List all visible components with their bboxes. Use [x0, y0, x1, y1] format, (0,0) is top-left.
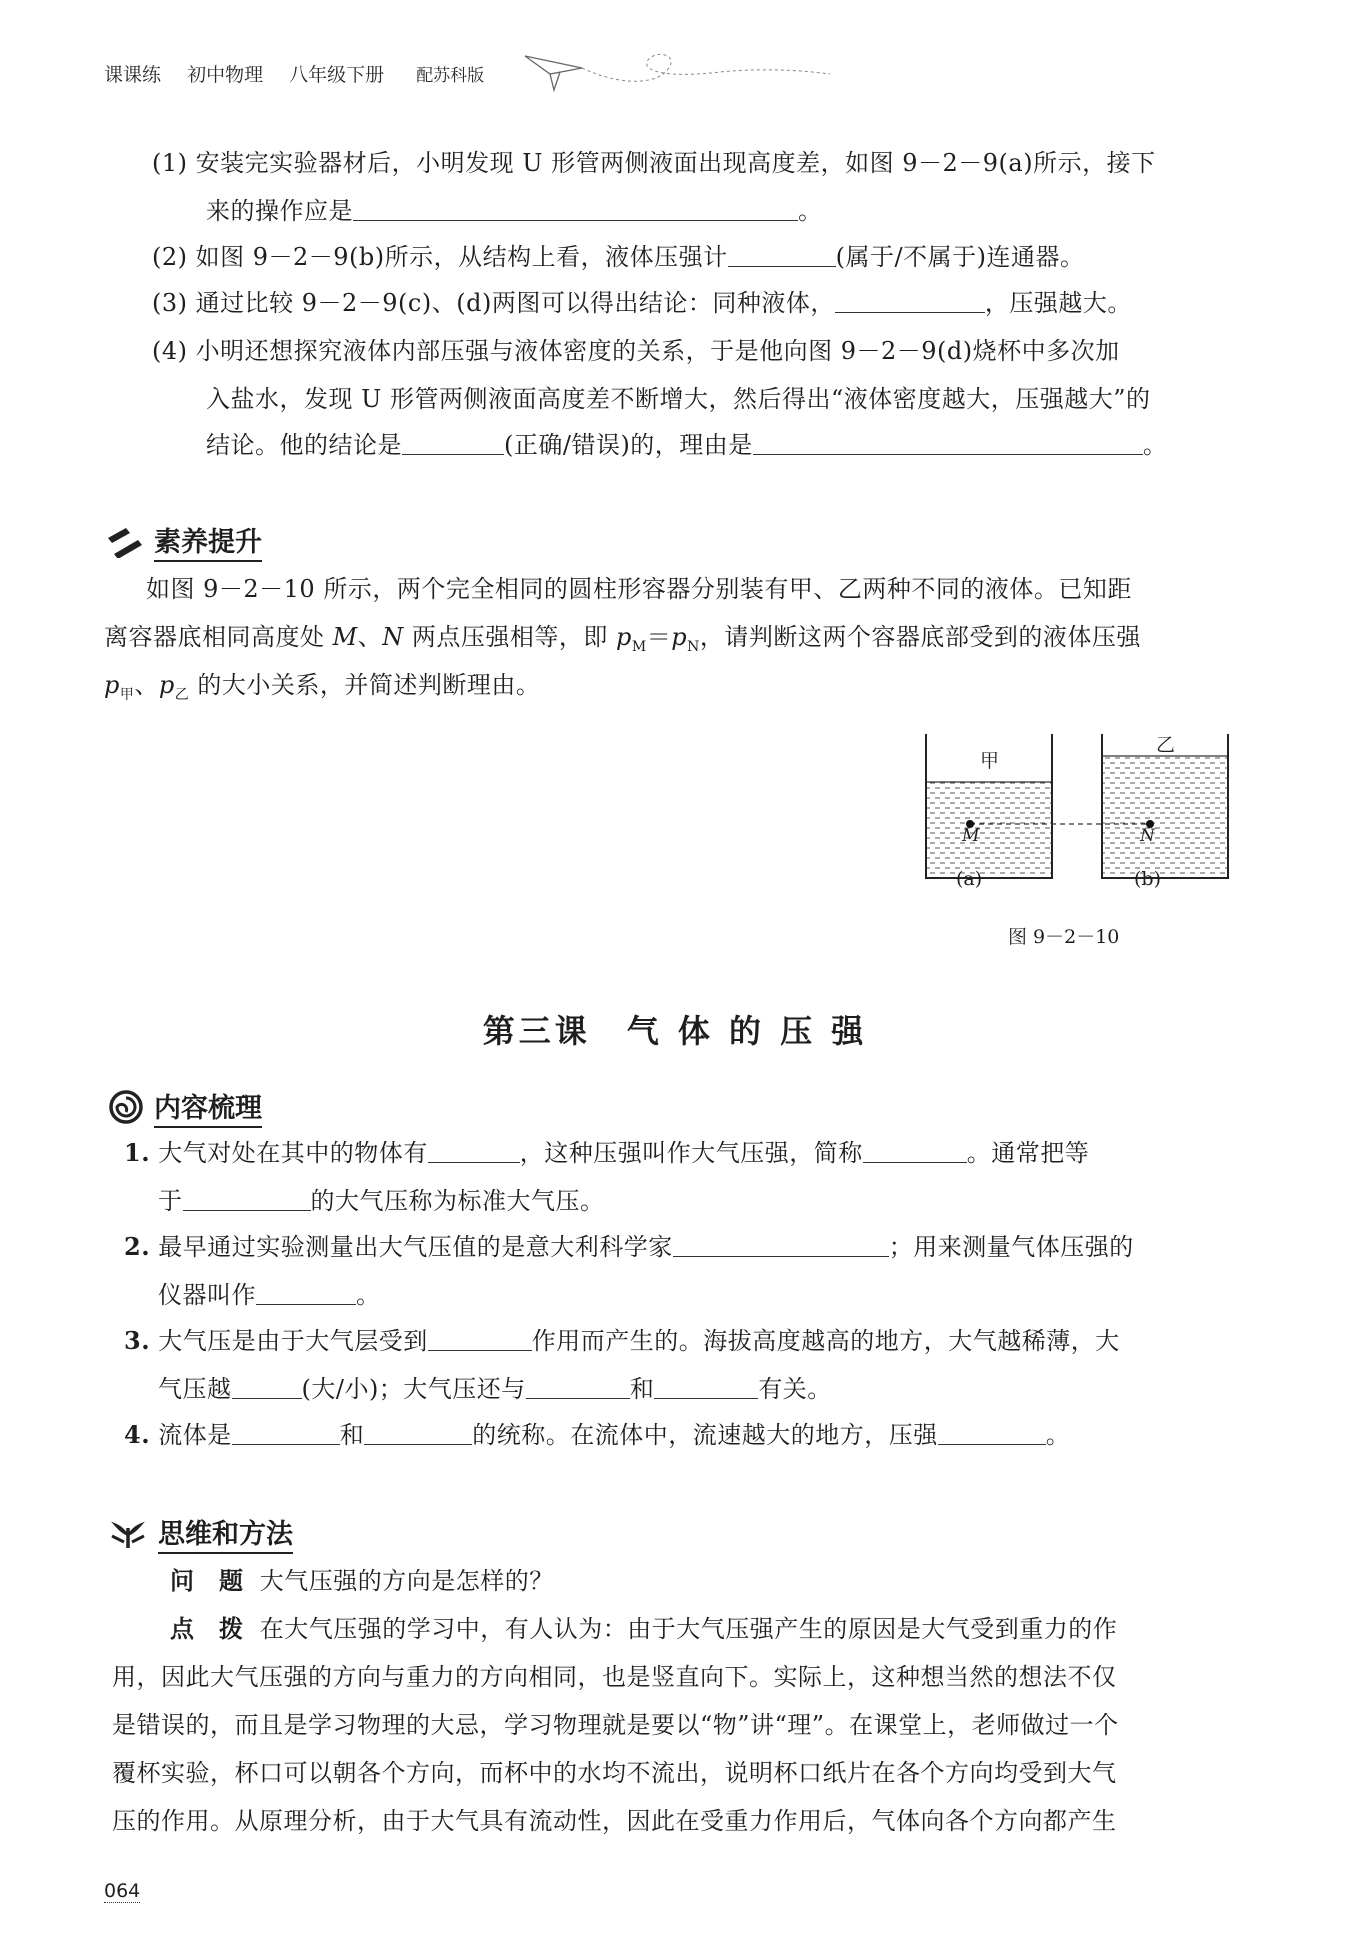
- answer-blank[interactable]: [938, 1420, 1046, 1445]
- figure-caption: 图 9－2－10: [1008, 926, 1120, 948]
- question-3: (3) 通过比较 9－2－9(c)、(d)两图可以得出结论：同种液体， ，压强越大。: [152, 289, 1132, 317]
- answer-blank[interactable]: [183, 1186, 311, 1211]
- sub-label-b: (b): [1134, 868, 1161, 890]
- content-item-4: 4. 流体是 和 的统称。在流体中，流速越大的地方，压强 。: [124, 1420, 1071, 1449]
- answer-blank[interactable]: [232, 1374, 302, 1399]
- label-yi: 乙: [1156, 734, 1176, 756]
- answer-blank[interactable]: [364, 1420, 472, 1445]
- page-number: 064: [104, 1880, 141, 1902]
- header-series: 课课练: [104, 64, 162, 86]
- answer-blank[interactable]: [428, 1326, 532, 1351]
- label-m: M: [962, 826, 980, 846]
- content-item-2-line-1: 2. 最早通过实验测量出大气压值的是意大利科学家 ；用来测量气体压强的: [124, 1232, 1134, 1261]
- figure-containers: [900, 720, 1250, 950]
- question-1-line-1: (1) 安装完实验器材后，小明发现 U 形管两侧液面出现高度差，如图 9－2－9(a)所示，接下: [152, 149, 1156, 177]
- answer-blank[interactable]: [835, 288, 985, 313]
- lesson-title: 第三课 气 体 的 压 强: [482, 1012, 868, 1050]
- question-1-line-2: 来的操作应是 。: [206, 197, 823, 225]
- tip-line-2: 用，因此大气压强的方向与重力的方向相同，也是竖直向下。实际上，这种想当然的想法不仅: [112, 1663, 1117, 1691]
- question-line: 问 题 大气压强的方向是怎样的？: [170, 1567, 554, 1595]
- literacy-paragraph-line-3: $p_甲$、$p_乙$ 的大小关系，并简述判断理由。: [104, 671, 541, 703]
- answer-blank[interactable]: [673, 1232, 889, 1257]
- answer-blank[interactable]: [526, 1374, 630, 1399]
- answer-blank[interactable]: [728, 242, 836, 267]
- header-edition: 配苏科版: [416, 66, 485, 86]
- tip-line-3: 是错误的，而且是学习物理的大忌，学习物理就是要以“物”讲“理”。在课堂上，老师做过一个: [112, 1711, 1119, 1739]
- double-slash-icon: [104, 524, 144, 558]
- content-item-2-line-2: 仪器叫作 。: [158, 1281, 381, 1309]
- literacy-paragraph-line-1: 如图 9－2－10 所示，两个完全相同的圆柱形容器分别装有甲、乙两种不同的液体。已知距: [146, 575, 1132, 603]
- answer-blank[interactable]: [256, 1280, 356, 1305]
- content-item-1-line-1: 1. 大气对处在其中的物体有 ，这种压强叫作大气压强，简称 。通常把等: [124, 1138, 1090, 1167]
- section-title-thinking: 思维和方法: [108, 1512, 293, 1554]
- tip-line-4: 覆杯实验，杯口可以朝各个方向，而杯中的水均不流出，说明杯口纸片在各个方向均受到大气: [112, 1759, 1117, 1787]
- answer-blank[interactable]: [654, 1374, 758, 1399]
- tip-line-1: 点 拨 在大气压强的学习中，有人认为：由于大气压强产生的原因是大气受到重力的作: [170, 1615, 1118, 1643]
- answer-blank[interactable]: [353, 196, 798, 221]
- header-level: 初中物理: [187, 64, 264, 86]
- content-item-3-line-2: 气压越 (大/小)；大气压还与 和 有关。: [158, 1375, 832, 1403]
- tip-line-5: 压的作用。从原理分析，由于大气具有流动性，因此在受重力作用后，气体向各个方向都产生: [112, 1807, 1117, 1835]
- answer-blank[interactable]: [428, 1138, 520, 1163]
- answer-blank[interactable]: [863, 1138, 967, 1163]
- answer-blank[interactable]: [232, 1420, 340, 1445]
- literacy-paragraph-line-2: 离容器底相同高度处 M、N 两点压强相等，即 $p_M=p_N$，请判断这两个容器底部受到的液体压强: [104, 623, 1141, 655]
- question-4-line-1: (4) 小明还想探究液体内部压强与液体密度的关系，于是他向图 9－2－9(d)烧杯中多次加: [152, 337, 1120, 365]
- label-jia: 甲: [980, 750, 1000, 772]
- question-4-line-2: 入盐水，发现 U 形管两侧液面高度差不断增大，然后得出“液体密度越大，压强越大”的: [206, 385, 1151, 413]
- spiral-icon: [108, 1089, 144, 1125]
- page-header: [104, 60, 504, 87]
- content-item-1-line-2: 于 的大气压称为标准大气压。: [158, 1187, 605, 1215]
- paper-plane-icon: [520, 46, 840, 96]
- section-title-content: 内容梳理: [108, 1086, 262, 1128]
- section-title-literacy: 素养提升: [104, 520, 262, 562]
- label-n: N: [1140, 826, 1155, 846]
- content-item-3-line-1: 3. 大气压是由于大气层受到 作用而产生的。海拔高度越高的地方，大气越稀薄，大: [124, 1326, 1120, 1355]
- question-4-line-3: 结论。他的结论是 (正确/错误)的，理由是 。: [206, 431, 1168, 459]
- question-2: (2) 如图 9－2－9(b)所示，从结构上看，液体压强计 (属于/不属于)连通器。: [152, 243, 1085, 271]
- sub-label-a: (a): [956, 868, 983, 890]
- sprout-icon: [108, 1516, 148, 1550]
- answer-blank[interactable]: [402, 430, 504, 455]
- answer-blank[interactable]: [753, 430, 1143, 455]
- header-grade: 八年级下册: [289, 64, 385, 86]
